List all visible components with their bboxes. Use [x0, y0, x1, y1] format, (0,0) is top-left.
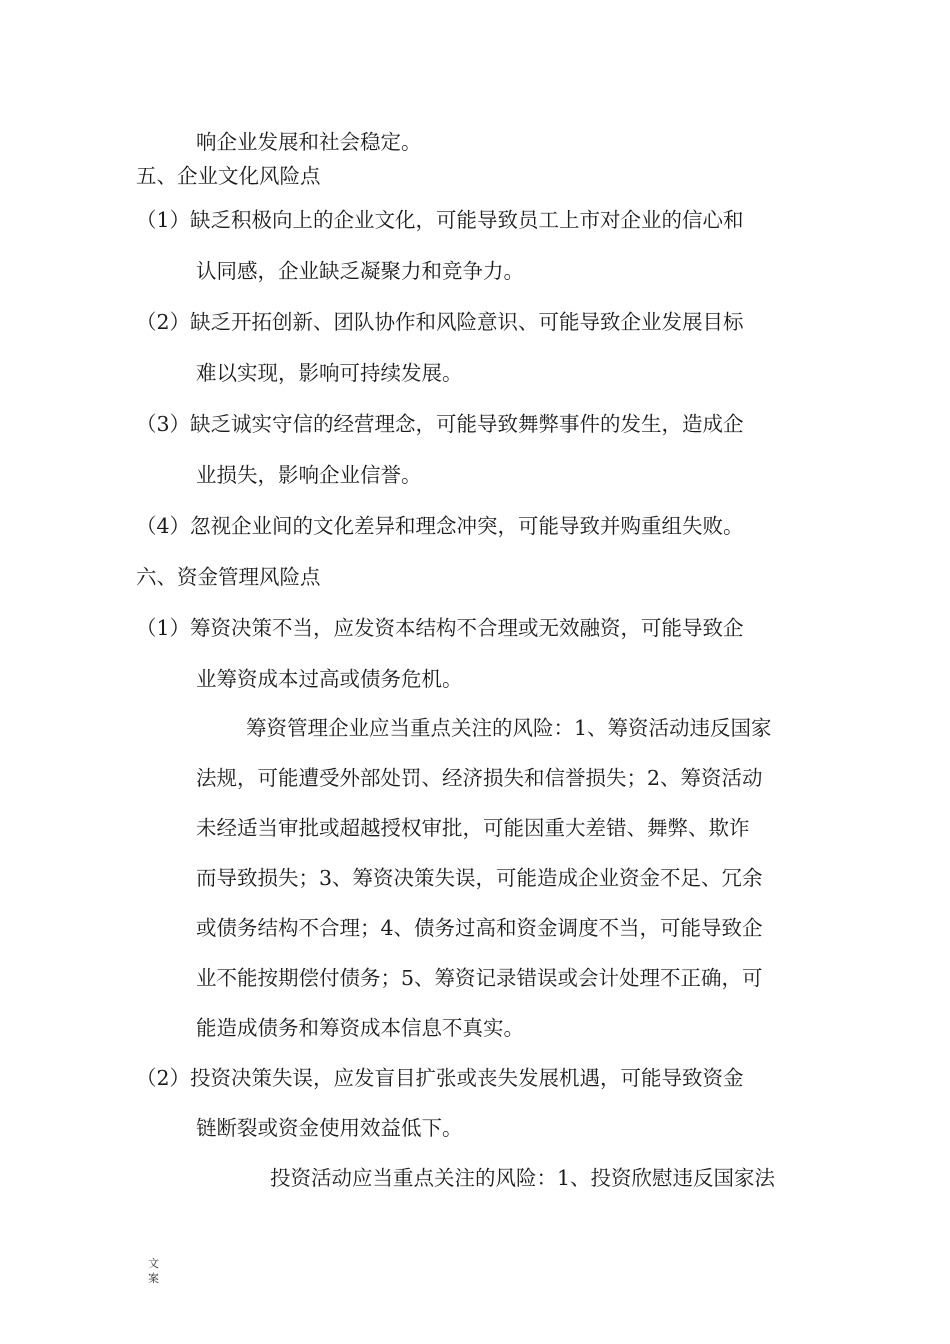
text-line: 未经适当审批或超越授权审批，可能因重大差错、舞弊、欺诈	[196, 816, 750, 840]
text-line: （3）缺乏诚实守信的经营理念，可能导致舞弊事件的发生，造成企	[136, 412, 744, 436]
footer-char-1: 文	[148, 1257, 159, 1270]
text-line: 业不能按期偿付债务；5、筹资记录错误或会计处理不正确，可	[196, 966, 763, 990]
text-line: 投资活动应当重点关注的风险：1、投资欣慰违反国家法	[270, 1166, 776, 1190]
text-line: 六、资金管理风险点	[136, 565, 321, 589]
text-line: 而导致损失；3、筹资决策失误，可能造成企业资金不足、冗余	[196, 866, 763, 890]
text-line: 认同感，企业缺乏凝聚力和竞争力。	[196, 259, 524, 283]
text-line: 业筹资成本过高或债务危机。	[196, 667, 463, 691]
text-line: （2）缺乏开拓创新、团队协作和风险意识、可能导致企业发展目标	[136, 310, 744, 334]
footer-char-2: 案	[148, 1272, 159, 1285]
text-line: 业损失，影响企业信誉。	[196, 463, 422, 487]
text-line: （1）缺乏积极向上的企业文化，可能导致员工上市对企业的信心和	[136, 208, 744, 232]
text-line: 五、企业文化风险点	[136, 164, 321, 188]
page-footer	[148, 1256, 162, 1286]
text-line: 筹资管理企业应当重点关注的风险：1、筹资活动违反国家	[246, 716, 772, 740]
text-line: 或债务结构不合理；4、债务过高和资金调度不当，可能导致企	[196, 916, 763, 940]
text-line: 响企业发展和社会稳定。	[196, 130, 422, 154]
text-line: （2）投资决策失误，应发盲目扩张或丧失发展机遇，可能导致资金	[136, 1066, 744, 1090]
text-line: 能造成债务和筹资成本信息不真实。	[196, 1016, 524, 1040]
text-line: （1）筹资决策不当，应发资本结构不合理或无效融资，可能导致企	[136, 616, 744, 640]
text-line: 法规，可能遭受外部处罚、经济损失和信誉损失；2、筹资活动	[196, 766, 763, 790]
text-line: 难以实现，影响可持续发展。	[196, 361, 463, 385]
text-line: 链断裂或资金使用效益低下。	[196, 1116, 463, 1140]
text-line: （4）忽视企业间的文化差异和理念冲突，可能导致并购重组失败。	[136, 514, 744, 538]
